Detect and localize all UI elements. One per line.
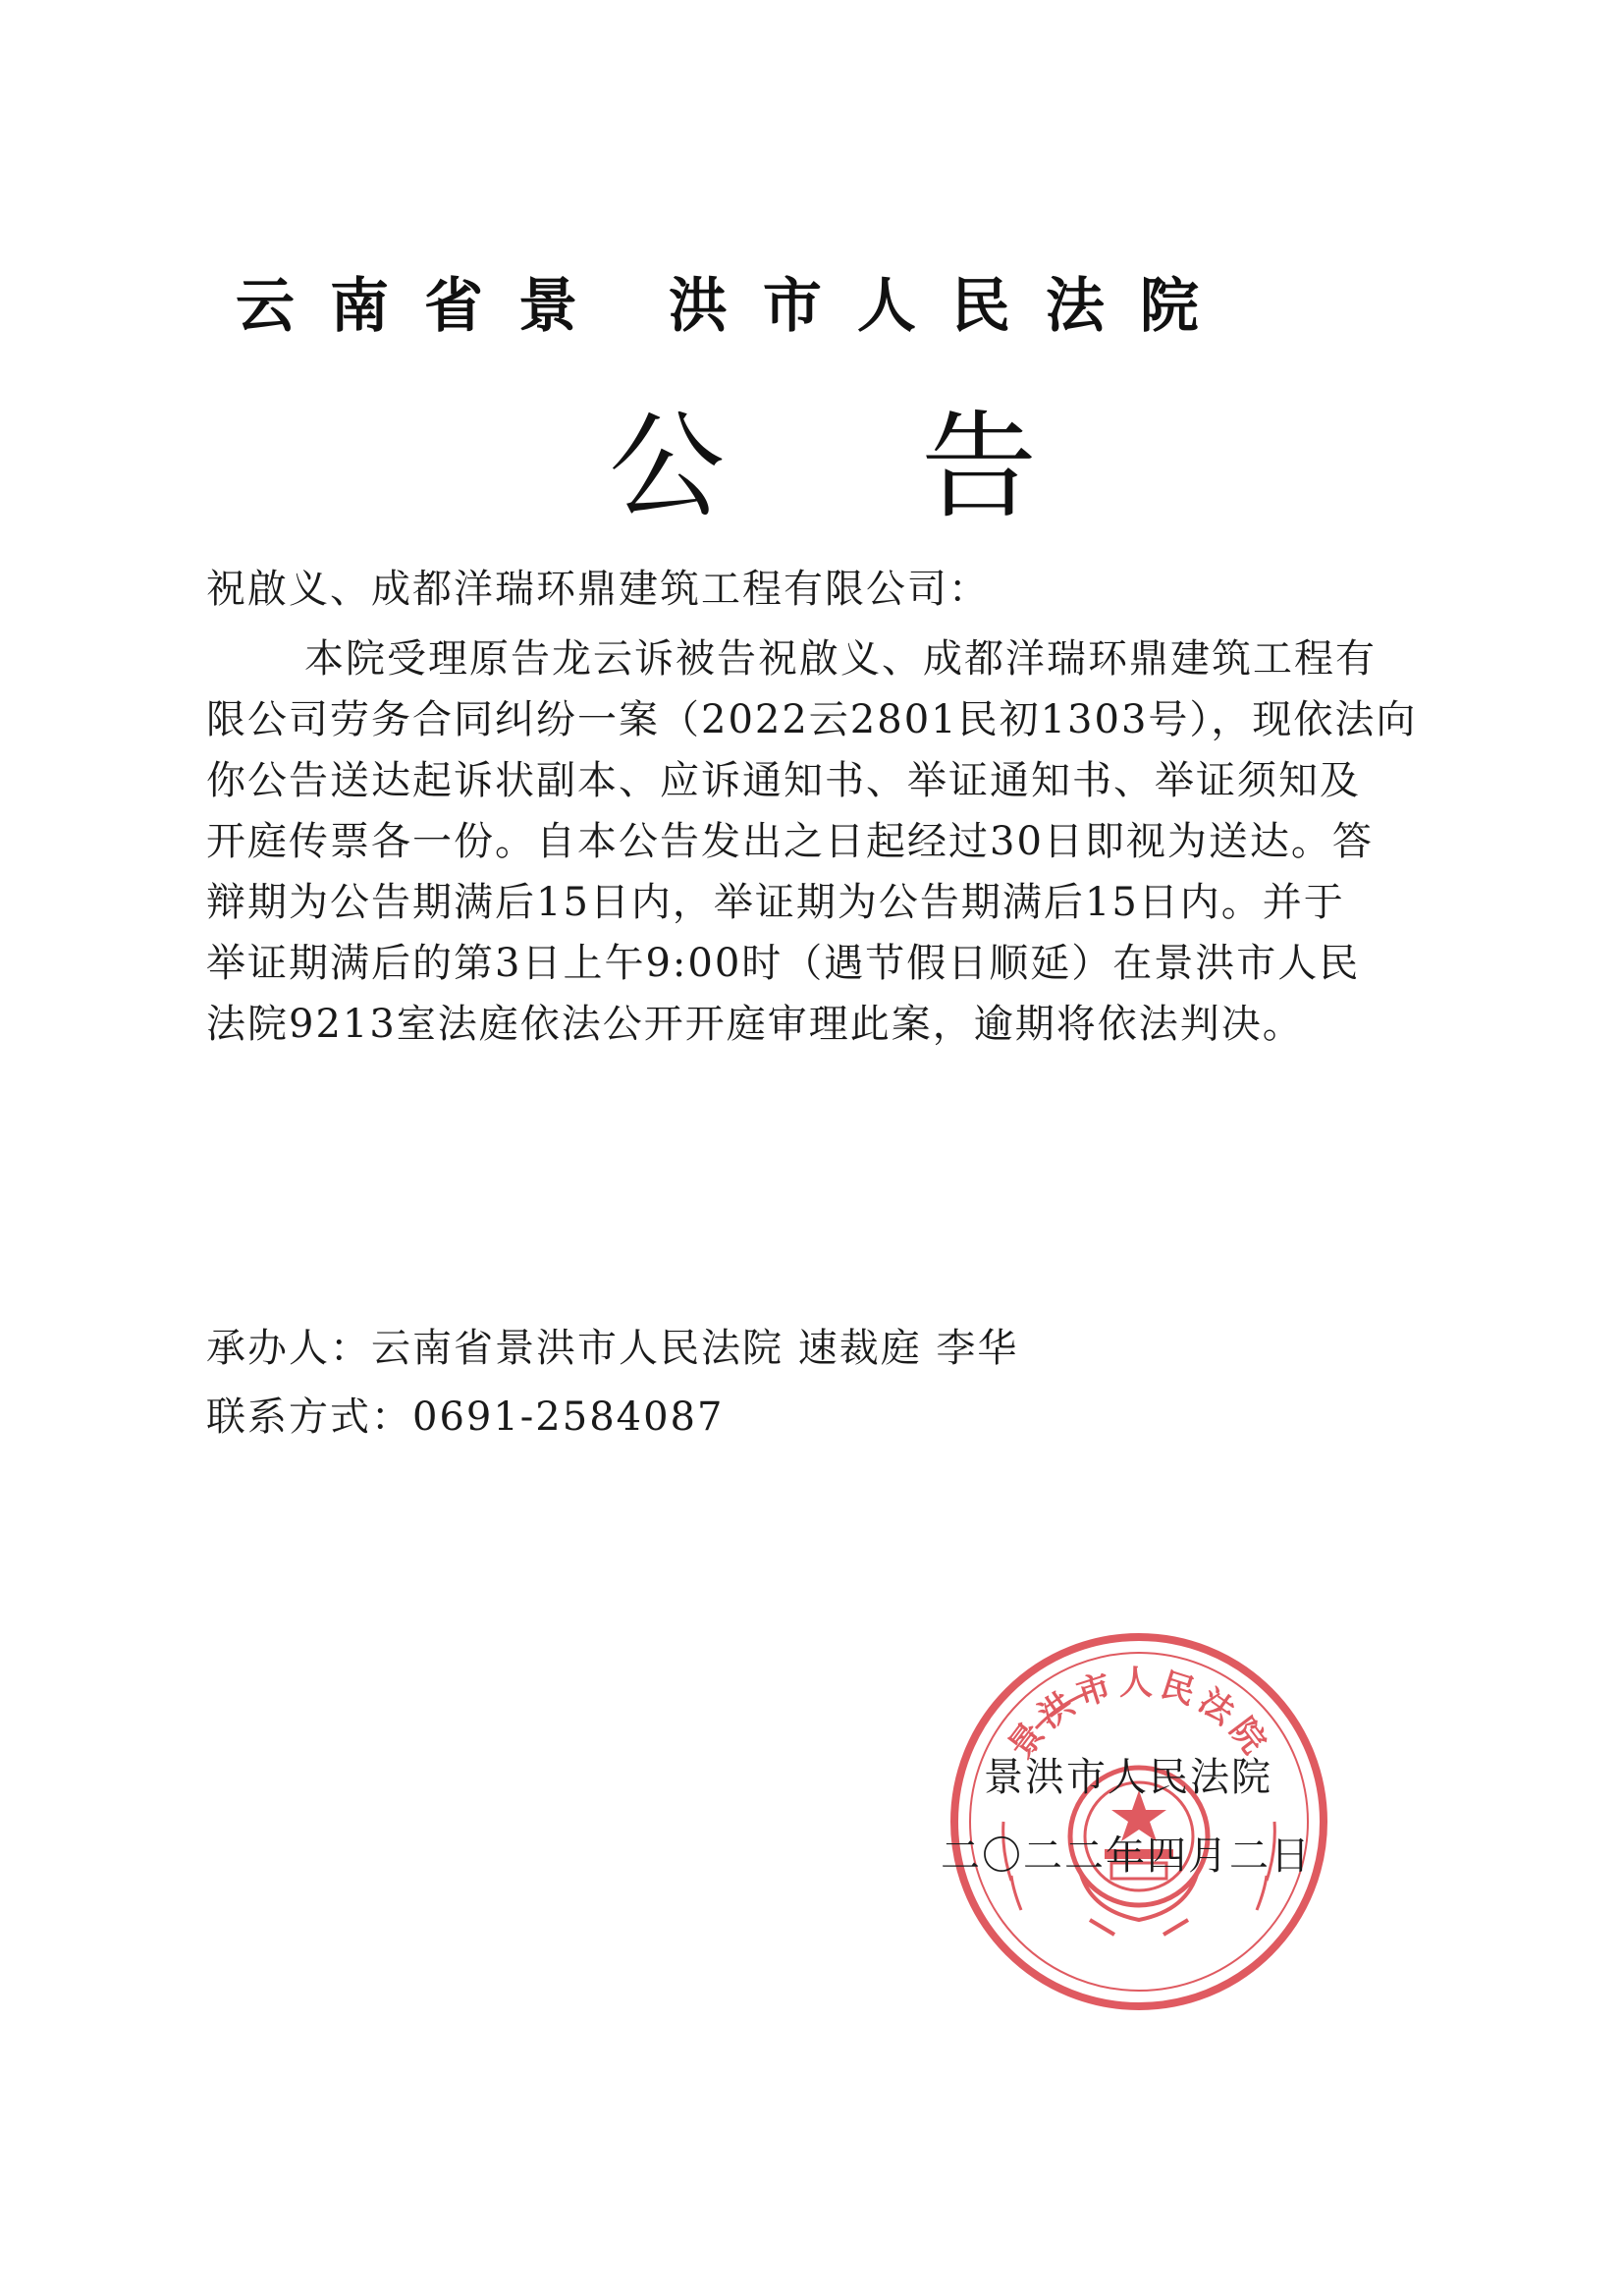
body-line: 本院受理原告龙云诉被告祝啟义、成都洋瑞环鼎建筑工程有 xyxy=(304,636,1377,682)
body-line: 限公司劳务合同纠纷一案（2022云2801民初1303号），现依法向 xyxy=(206,697,1418,742)
body-line: 辩期为公告期满后15日内，举证期为公告期满后15日内。并于 xyxy=(206,880,1345,925)
addressee-line: 祝啟义、成都洋瑞环鼎建筑工程有限公司： xyxy=(206,567,990,612)
signature-date: 二〇二二年四月二日 xyxy=(941,1833,1312,1879)
body-line: 你公告送达起诉状副本、应诉通知书、举证通知书、举证须知及 xyxy=(206,758,1361,803)
body-line: 开庭传票各一份。自本公告发出之日起经过30日即视为送达。答 xyxy=(206,819,1374,864)
handler-line: 承办人：云南省景洪市人民法院 速裁庭 李华 xyxy=(206,1326,1019,1371)
court-name-heading: 云南省景 洪市人民法院 xyxy=(236,272,1234,341)
contact-line: 联系方式：0691-2584087 xyxy=(206,1394,725,1440)
seal-arc-text: 景洪市人民法院 xyxy=(1001,1664,1277,1767)
court-seal xyxy=(943,1625,1335,2018)
document-title: 公告 xyxy=(609,399,1234,534)
body-line: 法院9213室法庭依法公开开庭审理此案，逾期将依法判决。 xyxy=(206,1002,1304,1047)
notice-body xyxy=(206,629,1432,1055)
body-line: 举证期满后的第3日上午9:00时（遇节假日顺延）在景洪市人民 xyxy=(206,941,1361,986)
signature-court: 景洪市人民法院 xyxy=(984,1755,1272,1800)
